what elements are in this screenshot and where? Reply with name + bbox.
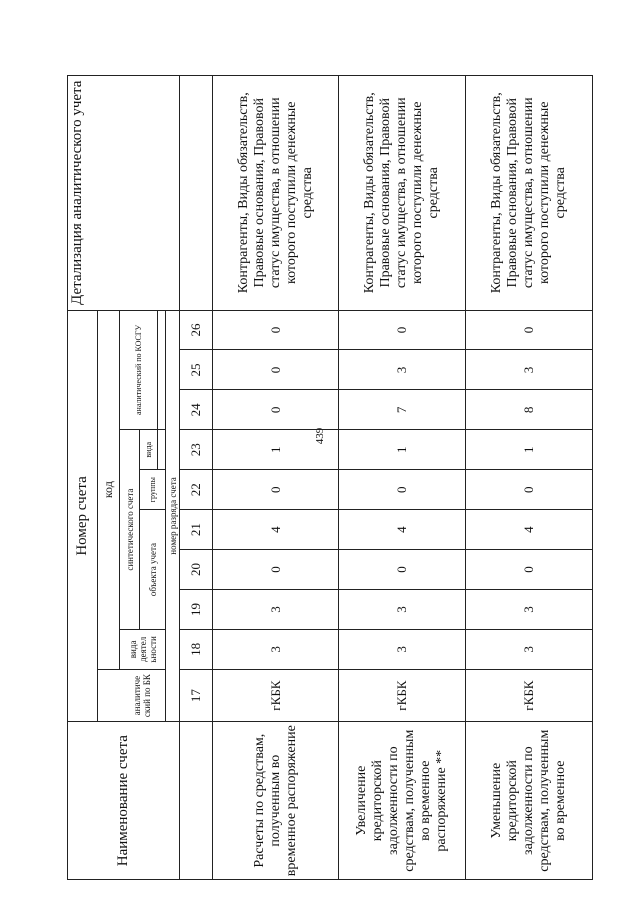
value-cell: 3 bbox=[339, 350, 466, 390]
value-cell: 0 bbox=[466, 310, 593, 350]
account-name: Уменьшение кредиторской задолженности по средствам, полученным во временное bbox=[466, 722, 593, 880]
analytic-bk-header: аналитиче ский по БК bbox=[120, 669, 166, 722]
value-cell: 0 bbox=[213, 470, 339, 510]
synthetic-header: синтетического счета bbox=[120, 430, 140, 630]
activity-kind-header: вида деятел ьности bbox=[120, 629, 166, 669]
accounts-table bbox=[67, 75, 593, 880]
digit-cell: 24 bbox=[180, 390, 213, 430]
digit-cell: 22 bbox=[180, 470, 213, 510]
value-cell: 3 bbox=[466, 350, 593, 390]
kind-header: вида bbox=[140, 430, 158, 470]
value-cell: 3 bbox=[466, 629, 593, 669]
digit-empty-cell bbox=[180, 76, 213, 311]
detail-header: Детализация аналитического учета bbox=[68, 76, 180, 311]
digit-cell: 23 bbox=[180, 430, 213, 470]
digit-cell: 26 bbox=[180, 310, 213, 350]
value-cell: 0 bbox=[466, 470, 593, 510]
table-row bbox=[339, 76, 466, 880]
digit-cell: 19 bbox=[180, 590, 213, 630]
rotated-page bbox=[67, 75, 592, 880]
value-cell: гКБК bbox=[339, 669, 466, 722]
value-cell: 4 bbox=[466, 510, 593, 550]
digit-number-header: номер разряда счета bbox=[166, 310, 180, 722]
object-header: объекта учета bbox=[140, 510, 166, 630]
value-cell: 0 bbox=[466, 550, 593, 590]
value-cell: 4 bbox=[339, 510, 466, 550]
digit-cell: 17 bbox=[180, 669, 213, 722]
value-cell: 7 bbox=[339, 390, 466, 430]
value-cell: 0 bbox=[213, 390, 339, 430]
value-cell: 3 bbox=[339, 629, 466, 669]
value-cell: 0 bbox=[339, 470, 466, 510]
value-cell: 0 bbox=[339, 550, 466, 590]
code-header: код bbox=[98, 310, 120, 669]
value-cell: 3 bbox=[339, 590, 466, 630]
kosgu-header: аналитический по КОСГУ bbox=[120, 310, 158, 430]
account-name-header: Наименование счета bbox=[68, 722, 180, 880]
detail-cell: Контрагенты, Виды обязательств, Правовые основания, Правовой статус имущества, в отношении которого поступили денежные средства bbox=[213, 76, 339, 311]
value-cell: 1 bbox=[339, 430, 466, 470]
value-cell: гКБК bbox=[466, 669, 593, 722]
page-number: 439 bbox=[314, 427, 326, 445]
account-name: Увеличение кредиторской задолженности по средствам, полученным во временное распоряжение ** bbox=[339, 722, 466, 880]
value-cell: 1 bbox=[466, 430, 593, 470]
digit-cell: 21 bbox=[180, 510, 213, 550]
digit-empty-cell bbox=[180, 722, 213, 880]
value-cell: 1 bbox=[213, 430, 339, 470]
group-header: группы bbox=[140, 470, 166, 510]
value-cell: 3 bbox=[213, 629, 339, 669]
detail-cell: Контрагенты, Виды обязательств, Правовые основания, Правовой статус имущества, в отношении которого поступили денежные средства bbox=[339, 76, 466, 311]
table-row bbox=[466, 76, 593, 880]
value-cell: 8 bbox=[466, 390, 593, 430]
value-cell: 0 bbox=[213, 550, 339, 590]
value-cell: 3 bbox=[213, 590, 339, 630]
value-cell: 0 bbox=[213, 350, 339, 390]
digit-cell: 20 bbox=[180, 550, 213, 590]
value-cell: 0 bbox=[213, 310, 339, 350]
value-cell: 0 bbox=[339, 310, 466, 350]
value-cell: гКБК bbox=[213, 669, 339, 722]
value-cell: 3 bbox=[466, 590, 593, 630]
table-row bbox=[213, 76, 339, 880]
value-cell: 4 bbox=[213, 510, 339, 550]
digit-cell: 18 bbox=[180, 629, 213, 669]
detail-cell: Контрагенты, Виды обязательств, Правовые основания, Правовой статус имущества, в отношении которого поступили денежные средства bbox=[466, 76, 593, 311]
digit-cell: 25 bbox=[180, 350, 213, 390]
account-number-header: Номер счета bbox=[68, 310, 98, 722]
account-name: Расчеты по средствам, полученным во временное распоряжение bbox=[213, 722, 339, 880]
